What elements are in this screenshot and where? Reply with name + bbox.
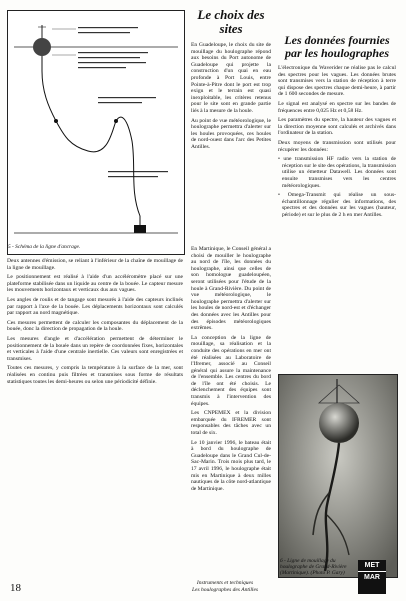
footer-line-2: Les houlographes des Antilles: [191, 586, 259, 593]
bullet-text: une transmission HF radio vers la station de réception sur le site des opérations, la transmission utilise un émetteur Datawell. Les données sont ensuite transmises vers les centres météorologiques.: [282, 156, 397, 189]
bullet-item: • Omega-Transmit qui réalise un sous-échantillonnage régulier des informations, des spectres et des données sur les vagues (hauteur, période) et sur le plus de 2 h en mer Antilles.: [278, 192, 396, 218]
left-paragraph: Deux antennes d'émission, se reliant à l'inférieur de la chaîne de mouillage de la ligne de mouillage.: [7, 258, 183, 271]
middle-paragraph: En Guadeloupe, le choix du site de mouillage du houlographe répond aux besoins du Port autonome de Guadeloupe qui projette la construction d'un quai en eau profonde à Port Louis, entre Pointe-à-Pitre dont le port est trop exigu et le terrain est quasi inexploitable, les critères retenus pour le site sont en grande partie liés à la mesure de la houle.: [191, 42, 271, 114]
left-paragraph: Les mesures d'angle et d'accélération permettent de déterminer le positionnement de la bouée dans un repère de coordonnées fixes, horizontales et verticales à l'aide d'une centrale inertielle. Ces valeurs sont enregistrées et transmises.: [7, 335, 183, 362]
right-paragraph: Le signal est analysé en spectre sur les bandes de fréquences entre 0,025 Hz et 0,58 Hz.: [278, 100, 396, 114]
bullet-text: Omega-Transmit qui réalise un sous-échantillonnage régulier des informations, des spectres et des données sur les vagues (hauteur, période) et sur le plus de 2 h en mer Antilles.: [282, 192, 396, 218]
running-footer: [150, 580, 300, 593]
middle-paragraph: La conception de la ligne de mouillage, sa réalisation et la conduite des opérations en mer ont été réalisées au Laboratoire de l'Ifremer, associé au Conseil général qui assure la maintenance de l'ensemble. Les centres du bord de l'île ont été choisis. Le déclenchement des équipes sont transmis à l'intervention des équipes.: [191, 334, 271, 407]
bullet-item: • une transmission HF radio vers la station de réception sur le site des opérations, la transmission utilise un émetteur Datawell. Les données sont ensuite transmises vers les centres météorologiques.: [278, 156, 397, 189]
means-intro: Deux moyens de transmission sont utilisés pour récupérer les données:: [278, 139, 396, 153]
left-paragraph: Toutes ces mesures, y compris la température à la surface de la mer, sont réalisées en continu puis filtrées et transmises sous forme de résultats statistiques toutes les demi-heures ou selon une périodicité définie.: [7, 365, 183, 385]
middle-paragraph: Au point de vue météorologique, le houlographe permettra d'alerter sur les houles provoquées, ces houles de nord-ouest dans l'arc des Petites Antilles.: [191, 117, 271, 150]
left-paragraph: Ces mesures permettent de calculer les composantes du déplacement de la bouée, donc la direction de propagation de la houle.: [7, 319, 183, 333]
right-paragraph: Les paramètres du spectre, la hauteur des vagues et la direction moyenne sont calculés et archivés dans l'ordinateur de la station.: [278, 117, 396, 137]
figure5-caption: 5 - Schéma de la ligne d'ancrage.: [8, 244, 81, 250]
right-column-text: [278, 8, 396, 221]
section-title-choix-des-sites: Le choix des sites: [197, 7, 265, 36]
mooring-photo-illustration: [279, 375, 397, 577]
left-paragraph: Les angles de roulis et de tangage sont mesurés à l'aide des capteurs inclinés par rapport à l'axe de la bouée. Les déplacements horizontaux sont calculés par rapport au nord magnétique.: [7, 296, 183, 317]
mooring-schematic-drawing: [8, 11, 184, 254]
middle-column-lower-text: [191, 246, 271, 495]
middle-paragraph: Le 10 janvier 1996, le bateau était à bord du houlographe de Guadeloupe dans le Grand Cul-de-Sac-Marin. Trois mois plus tard, le 17 avril 1996, le houlographe était mis en Martinique à deux milles nautiques de la côte nord-atlantique de Martinique.: [191, 439, 271, 492]
section-title-donnees-fournies: Les données fournies par les houlographes: [284, 33, 390, 60]
logo-line-1: MET: [358, 560, 386, 572]
figure-mooring-photo: [278, 374, 398, 578]
logo-line-2: MAR: [364, 574, 380, 581]
metmar-logo: [358, 560, 386, 594]
footer-line-1: Instruments et techniques: [196, 580, 254, 586]
middle-paragraph: En Martinique, le Conseil général a choisi de mouiller le houlographe au nord de l'île, les données du houlographe, ainsi que celles de son homologue guadeloupéen, seront utilisées pour l'étude de la houle à Grand-Rivière. Du point de vue météorologique, le houlographe permettra d'alerter sur les houles de nord-est et d'échanger des données avec les Antilles pour des épisodes météorologiques extrêmes.: [191, 246, 271, 332]
figure-mooring-schematic: [7, 10, 185, 255]
right-paragraph: L'électronique du Waverider ne réalise pas le calcul des spectres pour les vagues. Les données brutes sont transmises vers la station de réception à terre qui dispose des spectres chaque demi-heure, à partir de 1 600 secondes de mesure.: [278, 65, 396, 98]
middle-paragraph: Les CNPEMEX et la division embarquée du IFREMER sont responsables des tâches avec un total de six.: [191, 410, 271, 437]
page-number: 18: [10, 582, 21, 594]
middle-column-text: [191, 8, 271, 154]
left-paragraph: Le positionnement est réalisé à l'aide d'un accéléromètre placé sur une plateforme stabilisée dans un liquide au centre de la bouée. Le capteur mesure les mouvements horizontaux et verticaux dus aux vagues.: [7, 274, 183, 294]
left-column-text: [7, 258, 183, 388]
figure6-caption: 6 - Ligne de mouillage du houlographe de Grand-Rivière (Martinique). (Photo P. Gary): [280, 558, 347, 577]
